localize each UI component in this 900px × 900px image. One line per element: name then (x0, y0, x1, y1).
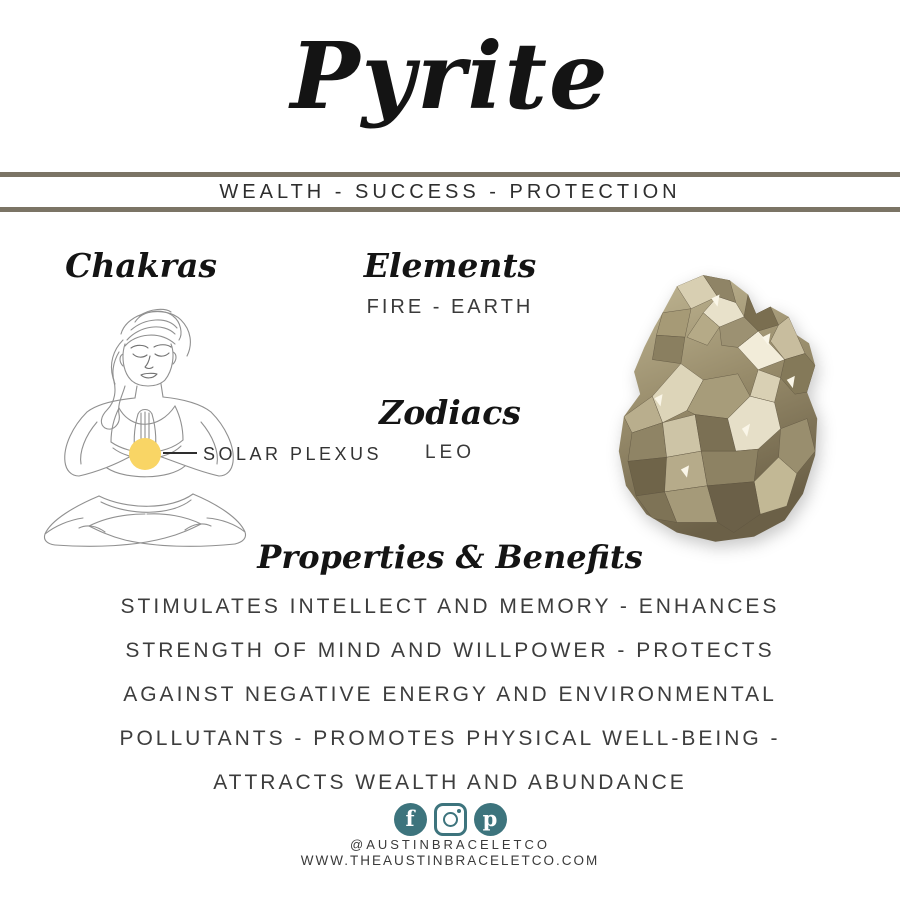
page-title: Pyrite (290, 22, 610, 130)
divider-top (0, 172, 900, 177)
solar-plexus-connector (163, 452, 197, 454)
pinterest-icon[interactable] (474, 803, 507, 836)
facebook-glyph: f (405, 806, 415, 831)
solar-plexus-dot (129, 438, 161, 470)
properties-line: STRENGTH OF MIND AND WILLPOWER - PROTECTS (125, 639, 775, 662)
properties-heading: Properties & Benefits (257, 538, 643, 576)
properties-line: AGAINST NEGATIVE ENERGY AND ENVIRONMENTAL (123, 683, 777, 706)
divider-bottom (0, 207, 900, 212)
facebook-icon[interactable] (394, 803, 427, 836)
banner-keywords: WEALTH - SUCCESS - PROTECTION (219, 181, 681, 203)
pyrite-stone-photo (605, 268, 830, 558)
instagram-dot (457, 809, 461, 813)
instagram-lens (443, 812, 458, 827)
elements-heading: Elements (363, 246, 537, 285)
meditating-woman-illustration (35, 300, 255, 550)
social-handle: @AUSTINBRACELETCO (350, 837, 550, 852)
instagram-icon[interactable] (434, 803, 467, 836)
properties-line: ATTRACTS WEALTH AND ABUNDANCE (213, 771, 687, 794)
solar-plexus-label: SOLAR PLEXUS (203, 444, 383, 464)
pinterest-glyph: p (482, 806, 498, 831)
elements-value: FIRE - EARTH (366, 296, 534, 318)
chakras-heading: Chakras (65, 246, 217, 285)
properties-line: POLLUTANTS - PROMOTES PHYSICAL WELL-BEING - (119, 727, 781, 750)
properties-text (40, 585, 860, 805)
website-url: WWW.THEAUSTINBRACELETCO.COM (300, 853, 600, 868)
social-links-row (0, 803, 900, 836)
zodiacs-value: LEO (424, 442, 476, 463)
zodiacs-heading: Zodiacs (379, 393, 521, 432)
properties-line: STIMULATES INTELLECT AND MEMORY - ENHANCES (120, 595, 780, 618)
